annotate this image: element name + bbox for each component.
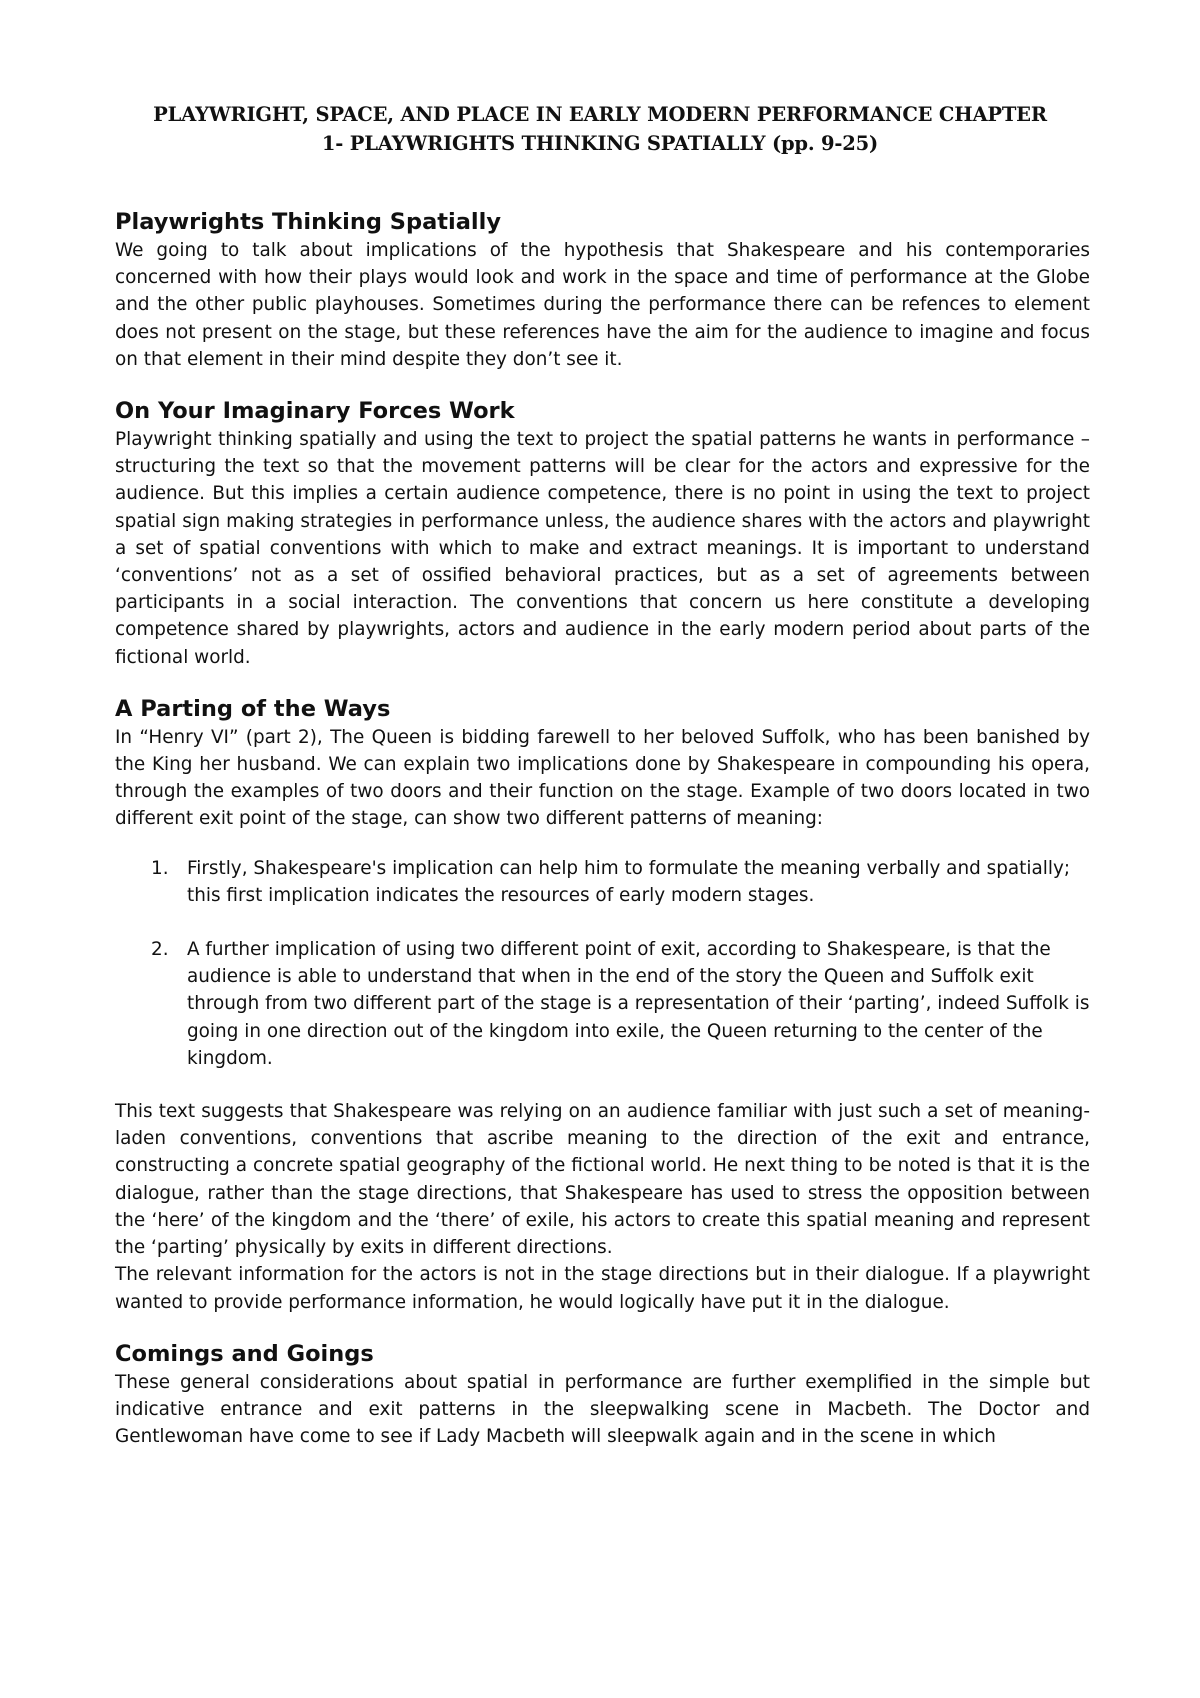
numbered-list [115,855,1090,1072]
section-spacer [115,1316,1090,1340]
paragraph: This text suggests that Shakespeare was relying on an audience familiar with just such a set of meaning-laden conventions, conventions that ascribe meaning to the direction of the exit and entrance, constructing a concrete spatial geography of the fictional world. He next thing to be noted is that it is the dialogue, rather than the stage directions, that Shakespeare has used to stress the opposition between the ‘here’ of the kingdom and the ‘there’ of exile, his actors to create this spatial meaning and represent the ‘parting’ physically by exits in different directions. [115,1101,1090,1259]
title-line-1: PLAYWRIGHT, SPACE, AND PLACE IN EARLY MODERN PERFORMANCE CHAPTER [153,103,1047,126]
paragraph: In “Henry VI” (part 2), The Queen is bidding farewell to her beloved Suffolk, who has been banished by the King her husband. We can explain two implications done by Shakespeare in compounding his opera, through the examples of two doors and their function on the stage. Example of two doors located in two different exit point of the stage, can show two different patterns of meaning: [115,726,1090,830]
document-body [115,208,1090,1450]
list-item [115,936,1090,1072]
section-parting-of-the-ways [115,695,1090,1316]
section-heading: A Parting of the Ways [115,695,391,722]
list-item [115,855,1090,909]
section-playwrights-thinking-spatially [115,208,1090,373]
list-item-text: A further implication of using two different point of exit, according to Shakespeare, is that the audience is able to understand that when in the end of the story the Queen and Suffolk exit through from two different part of the stage is a representation of their ‘parting’, indeed Suffolk is going in one direction out of the kingdom into exile, the Queen returning to the center of the kingdom. [187,939,1090,1069]
section-spacer [115,373,1090,397]
section-comings-and-goings [115,1340,1090,1451]
list-item-number: 1. [151,857,169,879]
paragraph: These general considerations about spatial in performance are further exemplified in the simple but indicative entrance and exit patterns in the sleepwalking scene in Macbeth. The Doctor and Gentlewoman have come to see if Lady Macbeth will sleepwalk again and in the scene in which [115,1371,1090,1448]
section-heading: Comings and Goings [115,1340,374,1367]
document-title [100,100,1100,158]
section-spacer [115,671,1090,695]
list-item-text: Firstly, Shakespeare's implication can help him to formulate the meaning verbally and spatially; this first implication indicates the resources of early modern stages. [187,857,1071,906]
section-heading: On Your Imaginary Forces Work [115,398,515,425]
paragraph: We going to talk about implications of the hypothesis that Shakespeare and his contemporaries concerned with how their plays would look and work in the space and time of performance at the Globe and the other public playhouses. Sometimes during the performance there can be refences to element does not present on the stage, but these references have the aim for the audience to imagine and focus on that element in their mind despite they don’t see it. [115,240,1090,370]
paragraph: The relevant information for the actors is not in the stage directions but in their dialogue. If a playwright wanted to provide performance information, he would logically have put it in the dialogue. [115,1264,1090,1313]
list-item-number: 2. [151,939,169,961]
section-heading: Playwrights Thinking Spatially [115,209,502,235]
section-imaginary-forces [115,397,1090,671]
title-line-2: 1- PLAYWRIGHTS THINKING SPATIALLY (pp. 9-25) [321,132,879,155]
paragraph: Playwright thinking spatially and using the text to project the spatial patterns he wants in performance – structuring the text so that the movement patterns will be clear for the actors and expressive for the audience. But this implies a certain audience competence, there is no point in using the text to project spatial sign making strategies in performance unless, the audience shares with the actors and playwright a set of spatial conventions with which to make and extract meanings. It is important to understand ‘conventions’ not as a set of ossified behavioral practices, but as a set of agreements between participants in a social interaction. The conventions that concern us here constitute a developing competence shared by playwrights, actors and audience in the early modern period about parts of the fictional world. [115,429,1090,668]
